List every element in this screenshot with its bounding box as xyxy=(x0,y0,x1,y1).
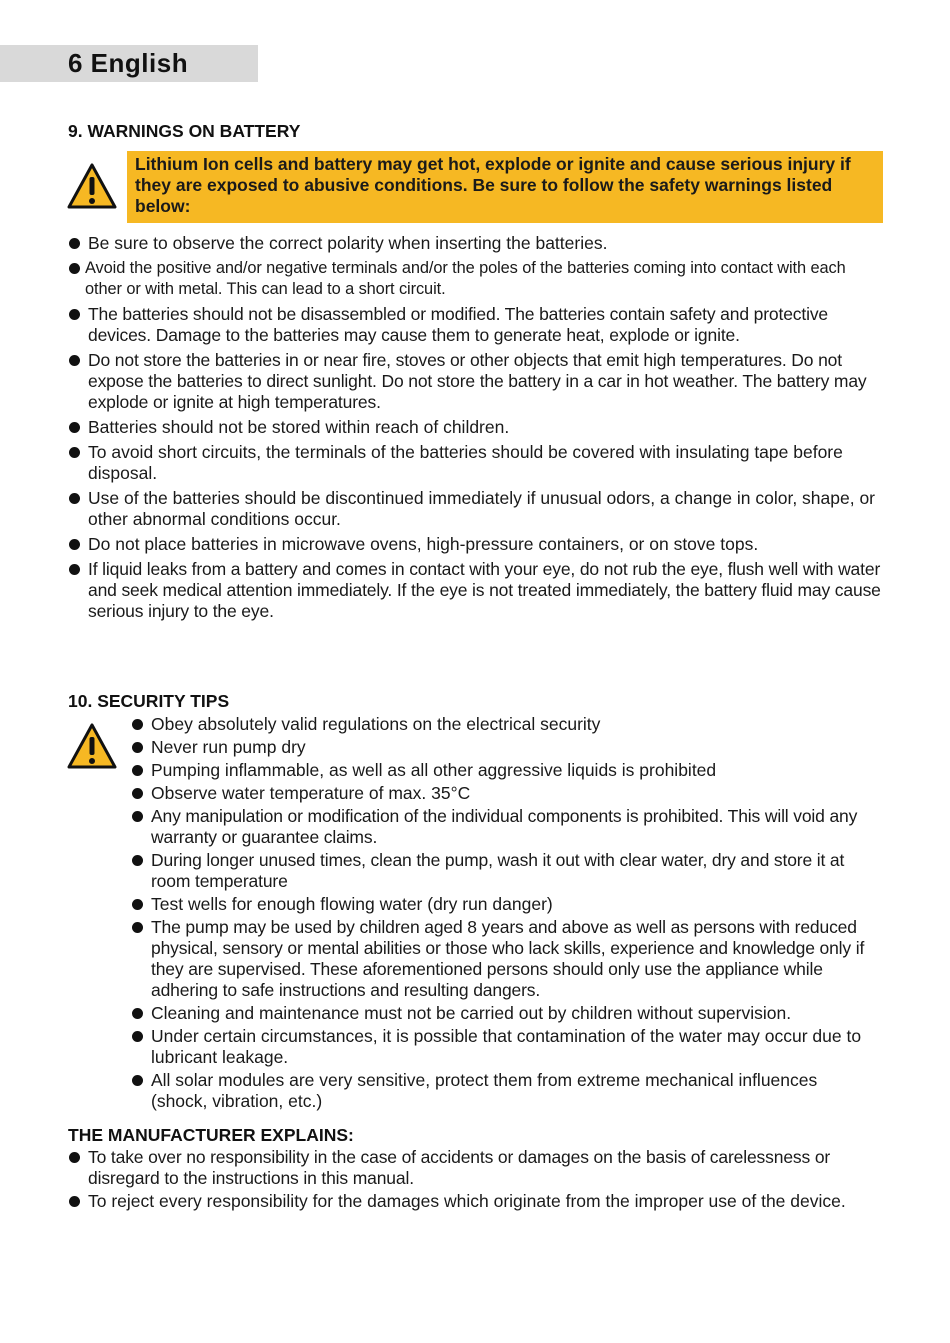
security-tips-list xyxy=(131,714,876,1114)
battery-warning-list xyxy=(68,233,884,626)
list-item: Cleaning and maintenance must not be carried out by children without supervision. xyxy=(131,1003,876,1024)
list-item: Obey absolutely valid regulations on the electrical security xyxy=(131,714,876,735)
list-item: Under certain circumstances, it is possible that contamination of the water may occur due to lubricant leakage. xyxy=(131,1026,876,1068)
battery-heading: 9. WARNINGS ON BATTERY xyxy=(68,121,301,141)
page-header-tag xyxy=(0,45,258,82)
manufacturer-heading: THE MANUFACTURER EXPLAINS: xyxy=(68,1125,354,1145)
list-item: Do not store the batteries in or near fire, stoves or other objects that emit high temperatures. Do not expose the batteries to direct sunlight. Do not store the battery in a car in hot weather. The battery may explode or ignite at high temperatures. xyxy=(68,350,884,413)
battery-warning-callout xyxy=(127,151,883,223)
list-item: During longer unused times, clean the pump, wash it out with clear water, dry and store it at room temperature xyxy=(131,850,876,892)
list-item: To avoid short circuits, the terminals of the batteries should be covered with insulating tape before disposal. xyxy=(68,442,884,484)
warning-triangle-icon xyxy=(66,162,118,210)
list-item: To reject every responsibility for the damages which originate from the improper use of the device. xyxy=(68,1191,868,1212)
list-item: All solar modules are very sensitive, protect them from extreme mechanical influences (shock, vibration, etc.) xyxy=(131,1070,876,1112)
list-item: Batteries should not be stored within reach of children. xyxy=(68,417,884,438)
security-heading: 10. SECURITY TIPS xyxy=(68,691,230,711)
battery-warning-text: Lithium Ion cells and battery may get hot, explode or ignite and cause serious injury if they are exposed to abusive conditions. Be sure to follow the safety warnings listed below: xyxy=(135,154,851,216)
list-item: Never run pump dry xyxy=(131,737,876,758)
list-item: If liquid leaks from a battery and comes in contact with your eye, do not rub the eye, flush well with water and seek medical attention immediately. If the eye is not treated immediately, the battery fluid may cause serious injury to the eye. xyxy=(68,559,884,622)
list-item: To take over no responsibility in the case of accidents or damages on the basis of carelessness or disregard to the instructions in this manual. xyxy=(68,1147,868,1189)
list-item: Observe water temperature of max. 35°C xyxy=(131,783,876,804)
list-item: The pump may be used by children aged 8 years and above as well as persons with reduced physical, sensory or mental abilities or those who lack skills, experience and knowledge only if they are supervised. These aforementioned persons should only use the appliance while adhering to safe instructions and resulting dangers. xyxy=(131,917,876,1001)
list-item: Be sure to observe the correct polarity when inserting the batteries. xyxy=(68,233,884,254)
list-item: Pumping inflammable, as well as all other aggressive liquids is prohibited xyxy=(131,760,876,781)
list-item: Use of the batteries should be discontinued immediately if unusual odors, a change in color, shape, or other abnormal conditions occur. xyxy=(68,488,884,530)
warning-triangle-icon xyxy=(66,722,118,770)
page-header: 6 English xyxy=(68,48,189,78)
list-item: Test wells for enough flowing water (dry run danger) xyxy=(131,894,876,915)
manufacturer-list xyxy=(68,1147,868,1214)
list-item: Avoid the positive and/or negative terminals and/or the poles of the batteries coming into contact with each other or with metal. This can lead to a short circuit. xyxy=(68,258,884,300)
list-item: The batteries should not be disassembled or modified. The batteries contain safety and protective devices. Damage to the batteries may cause them to generate heat, explode or ignite. xyxy=(68,304,884,346)
list-item: Any manipulation or modification of the individual components is prohibited. This will void any warranty or guarantee claims. xyxy=(131,806,876,848)
list-item: Do not place batteries in microwave ovens, high-pressure containers, or on stove tops. xyxy=(68,534,884,555)
